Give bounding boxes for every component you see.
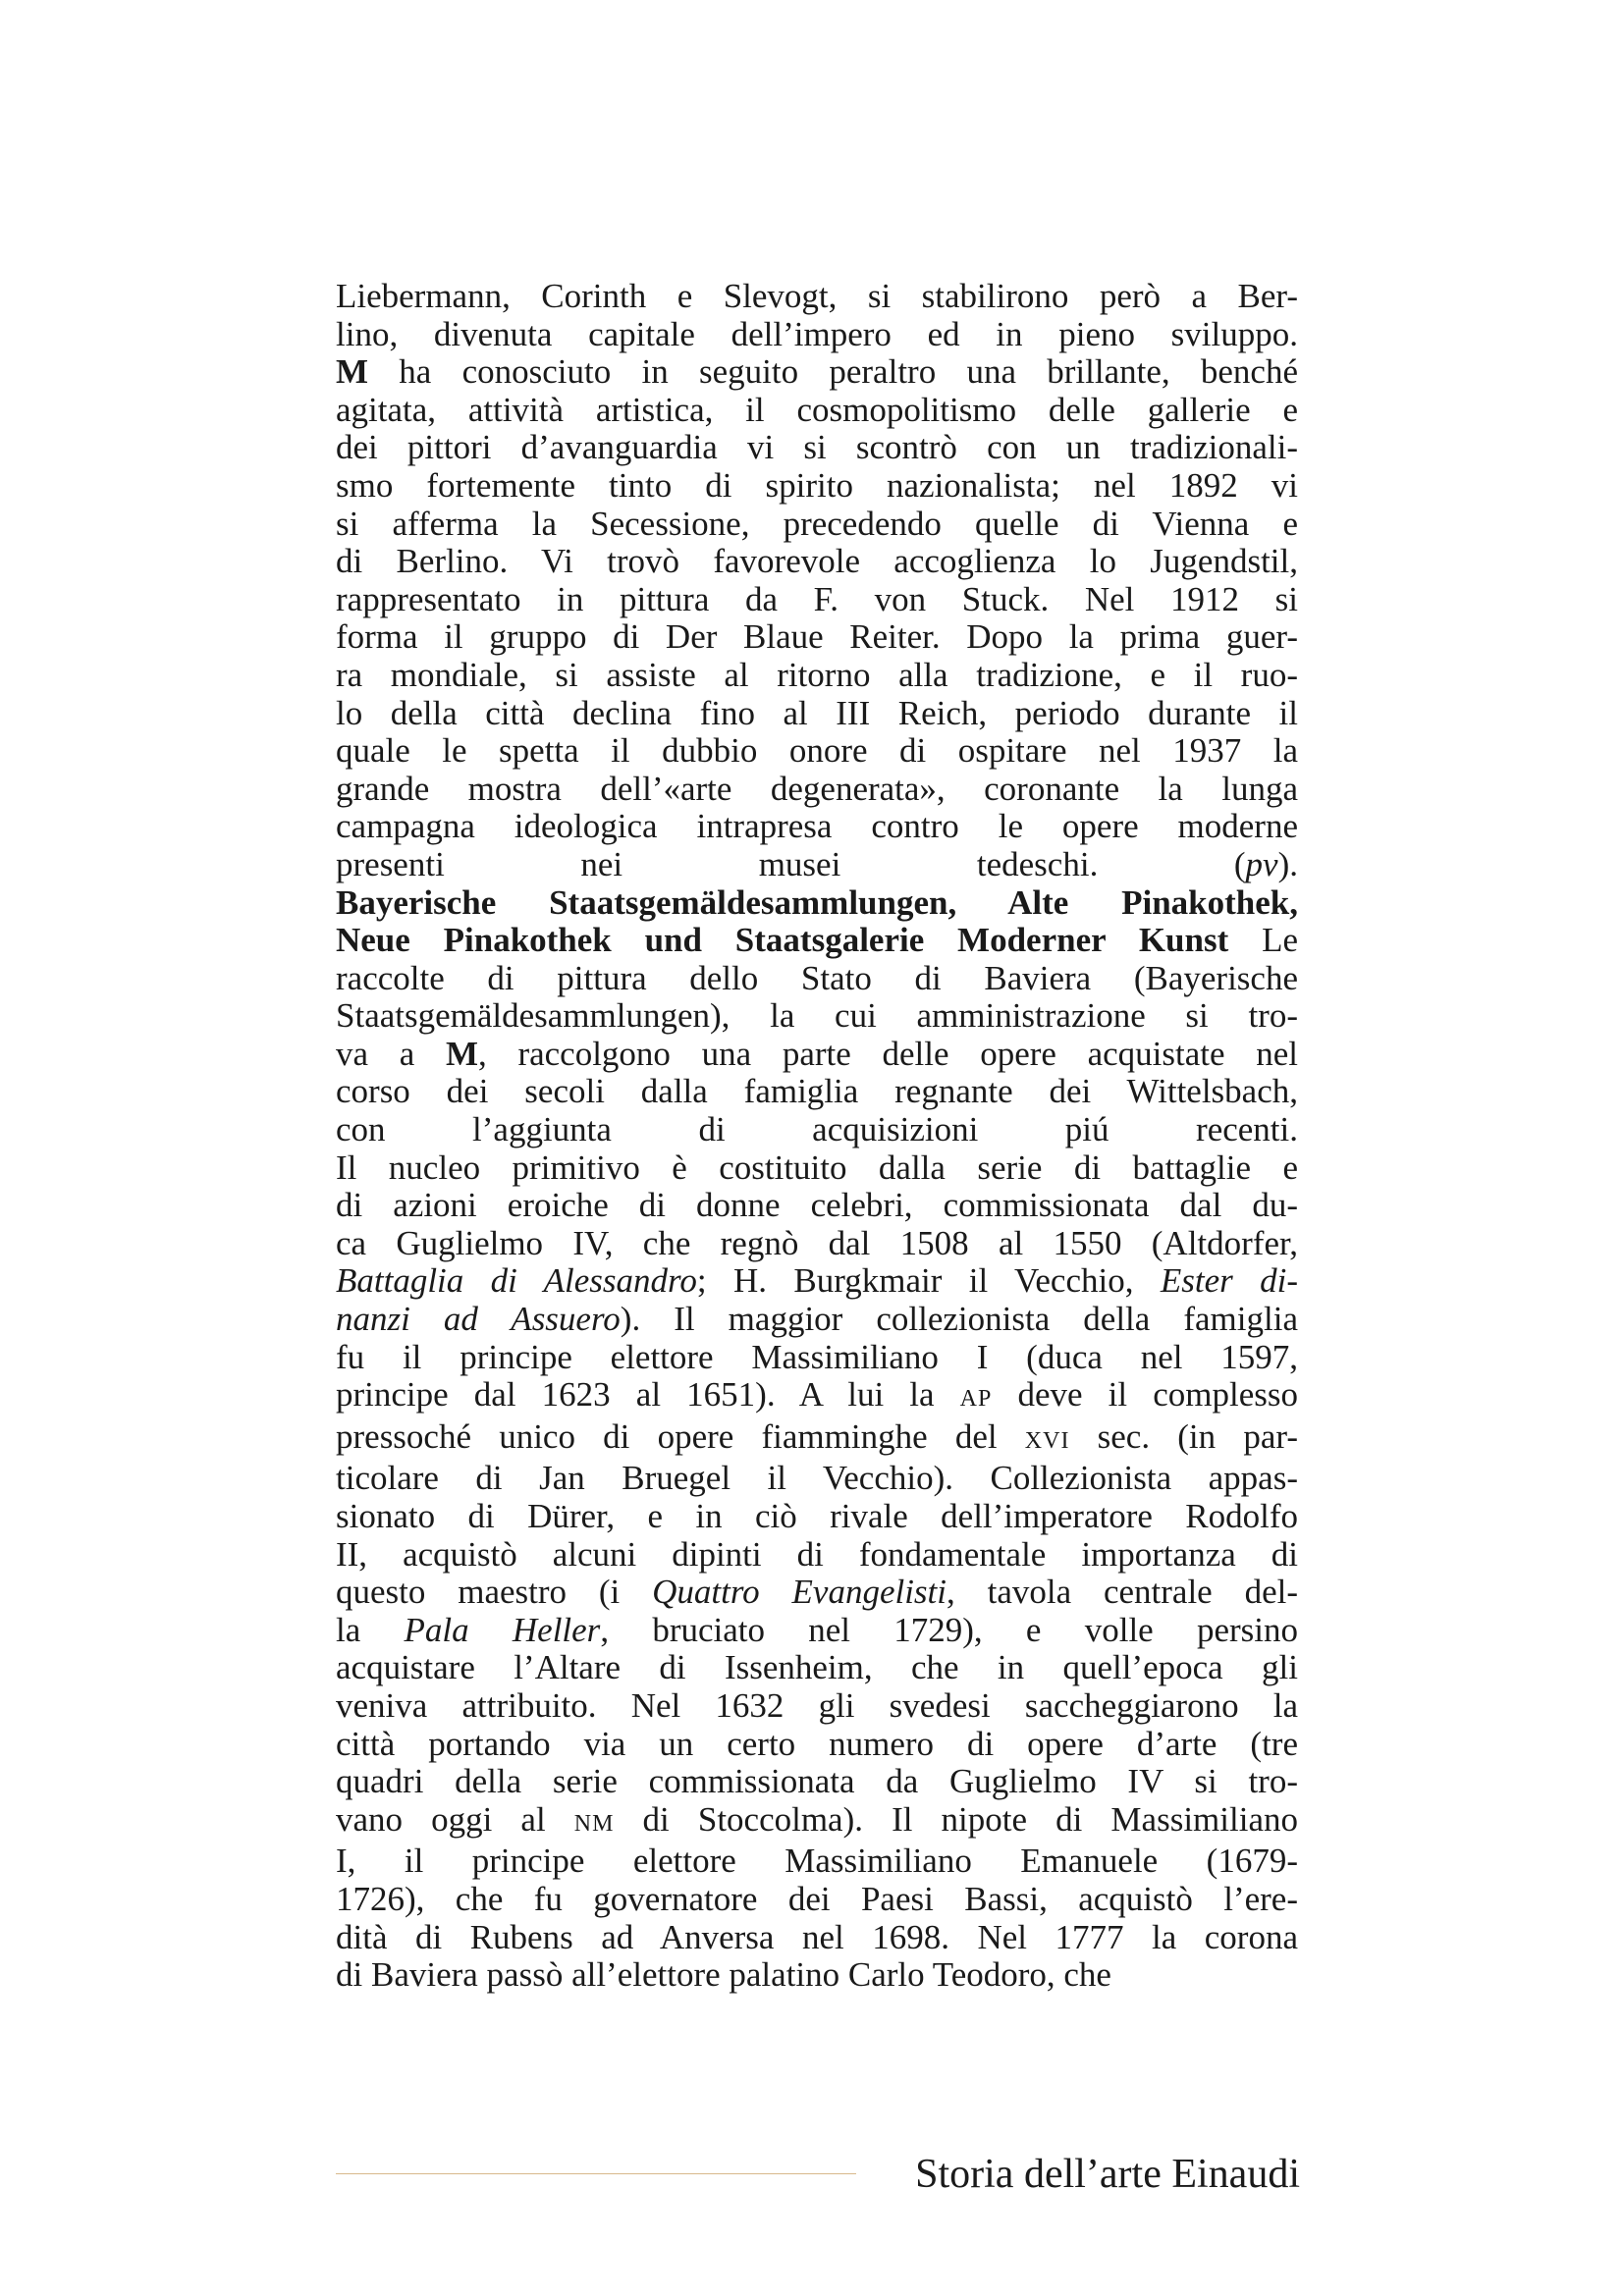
text-line (336, 278, 1298, 316)
text-line (336, 1149, 1298, 1188)
text-line (336, 695, 1298, 733)
text-segment: Bayerische Staatsgemäldesammlungen, Alte Pinakothek, (336, 882, 1298, 922)
text-segment: agitata, attività artistica, il cosmopolitismo delle gallerie e (336, 390, 1298, 429)
text-segment: Neue Pinakothek und Staatsgalerie Moderner Kunst (336, 921, 1229, 960)
text-segment: campagna ideologica intrapresa contro le opere moderne (336, 807, 1298, 846)
text-segment: Le (1228, 921, 1298, 960)
text-line (336, 922, 1298, 960)
text-line (336, 1881, 1298, 1919)
text-line (336, 960, 1298, 998)
text-line (336, 1225, 1298, 1263)
text-line (336, 1612, 1298, 1650)
text-line (336, 581, 1298, 619)
text-segment: , tavola centrale del- (947, 1573, 1298, 1612)
text-line (336, 1763, 1298, 1801)
text-segment: si afferma la Secessione, precedendo quelle di Vienna e (336, 504, 1298, 543)
text-line (336, 316, 1298, 354)
text-segment: principe dal 1623 al 1651). A lui la (336, 1375, 960, 1415)
text-segment: fu il principe elettore Massimiliano I (duca nel 1597, (336, 1337, 1298, 1376)
text-segment: ticolare di Jan Bruegel il Vecchio). Collezionista appas- (336, 1459, 1298, 1498)
text-segment: va a (336, 1034, 446, 1073)
text-segment: presenti nei musei tedeschi. ( (336, 844, 1246, 883)
text-line (336, 1649, 1298, 1687)
text-line (336, 1036, 1298, 1074)
text-segment: di Berlino. Vi trovò favorevole accoglienza lo Jugendstil, (336, 542, 1298, 581)
text-segment: M (445, 1034, 478, 1073)
text-segment: di azioni eroiche di donne celebri, commissionata dal du- (336, 1186, 1298, 1225)
text-segment: ; H. Burgkmair il Vecchio, (696, 1261, 1161, 1301)
text-segment: veniva attribuito. Nel 1632 gli svedesi saccheggiarono la (336, 1685, 1298, 1725)
footer-title: Storia dell’arte Einaudi (915, 2152, 1300, 2197)
text-segment: quale le spetta il dubbio onore di ospitare nel 1937 la (336, 731, 1298, 771)
text-segment: NM (573, 1810, 615, 1837)
text-segment: città portando via un certo numero di opere d’arte (tre (336, 1724, 1298, 1763)
text-line (336, 392, 1298, 430)
text-line (336, 1339, 1298, 1377)
text-segment: la (336, 1610, 405, 1649)
text-segment: ha conosciuto in seguito peraltro una brillante, benché (368, 352, 1298, 392)
text-line (336, 808, 1298, 846)
text-line (336, 1460, 1298, 1498)
body-text (336, 278, 1298, 1995)
text-segment: II, acquistò alcuni dipinti di fondamentale importanza di (336, 1534, 1298, 1574)
text-line (336, 618, 1298, 657)
text-segment: lo della città declina fino al III Reich, periodo durante il (336, 693, 1298, 732)
text-segment: Pala Heller (404, 1610, 601, 1649)
text-segment: nanzi ad Assuero (336, 1300, 621, 1339)
text-segment: , raccolgono una parte delle opere acquistate nel (478, 1034, 1298, 1073)
text-segment: questo maestro (i (336, 1573, 653, 1612)
text-segment: rappresentato in pittura da F. von Stuck. Nel 1912 si (336, 579, 1298, 618)
text-line (336, 846, 1298, 884)
text-segment: di Stoccolma). Il nipote di Massimiliano (614, 1799, 1298, 1839)
text-line (336, 884, 1298, 923)
text-line (336, 1842, 1298, 1881)
text-segment: grande mostra dell’«arte degenerata», coronante la lunga (336, 769, 1298, 808)
text-segment: sec. (in par- (1069, 1416, 1298, 1456)
text-line (336, 1687, 1298, 1726)
text-segment: XVI (1024, 1427, 1070, 1454)
text-line (336, 997, 1298, 1036)
text-line (336, 1418, 1298, 1461)
text-line (336, 1801, 1298, 1843)
text-segment: pv (1245, 844, 1278, 883)
text-line (336, 1073, 1298, 1111)
text-segment: Quattro Evangelisti (652, 1573, 947, 1612)
text-line (336, 467, 1298, 506)
text-segment: forma il gruppo di Der Blaue Reiter. Dopo la prima guer- (336, 617, 1298, 657)
text-segment: lino, divenuta capitale dell’impero ed in pieno sviluppo. (336, 314, 1298, 353)
text-segment: ra mondiale, si assiste al ritorno alla tradizione, e il ruo- (336, 655, 1298, 694)
text-line (336, 771, 1298, 809)
text-segment: , bruciato nel 1729), e volle persino (600, 1610, 1298, 1649)
text-segment: Ester di- (1160, 1261, 1299, 1301)
text-segment: Il nucleo primitivo è costituito dalla serie di battaglie e (336, 1148, 1298, 1187)
text-segment: quadri della serie commissionata da Guglielmo IV si tro- (336, 1762, 1298, 1801)
text-segment: sionato di Dürer, e in ciò rivale dell’imperatore Rodolfo (336, 1497, 1298, 1535)
text-segment: acquistare l’Altare di Issenheim, che in quell’epoca gli (336, 1648, 1298, 1687)
text-line (336, 1111, 1298, 1149)
text-segment: ca Guglielmo IV, che regnò dal 1508 al 1550 (Altdorfer, (336, 1223, 1298, 1262)
text-segment: di Baviera passò all’elettore palatino Carlo Teodoro, che (336, 1955, 1111, 1995)
text-segment: Staatsgemäldesammlungen), la cui amministrazione si tro- (336, 996, 1298, 1036)
text-segment: pressoché unico di opere fiamminghe del (336, 1416, 1025, 1456)
text-segment: Battaglia di Alessandro (336, 1261, 697, 1301)
text-line (336, 1919, 1298, 1957)
text-line (336, 1574, 1298, 1612)
text-segment: deve il complesso (992, 1375, 1298, 1415)
text-segment: ). (1277, 844, 1298, 883)
text-line (336, 429, 1298, 467)
text-line (336, 506, 1298, 544)
text-segment: AP (959, 1386, 993, 1413)
footer-rule (336, 2173, 856, 2174)
text-segment: vano oggi al (336, 1799, 574, 1839)
text-segment: corso dei secoli dalla famiglia regnante dei Wittelsbach, (336, 1072, 1298, 1111)
text-segment: con l’aggiunta di acquisizioni piú recenti. (336, 1110, 1298, 1149)
text-line (336, 543, 1298, 581)
text-line (336, 1376, 1298, 1418)
text-segment: M (336, 352, 369, 392)
text-line (336, 1956, 1298, 1995)
text-line (336, 353, 1298, 392)
text-line (336, 1726, 1298, 1764)
text-line (336, 1536, 1298, 1575)
text-segment: smo fortemente tinto di spirito nazionalista; nel 1892 vi (336, 465, 1298, 505)
text-line (336, 1301, 1298, 1339)
text-line (336, 1498, 1298, 1536)
text-segment: dei pittori d’avanguardia vi si scontrò con un tradizionali- (336, 428, 1298, 467)
text-line (336, 732, 1298, 771)
page-footer (336, 2150, 1300, 2199)
text-line (336, 1187, 1298, 1225)
text-segment: 1726), che fu governatore dei Paesi Bassi, acquistò l’ere- (336, 1879, 1298, 1918)
text-segment: raccolte di pittura dello Stato di Baviera (Bayerische (336, 958, 1298, 997)
text-line (336, 657, 1298, 695)
text-line (336, 1262, 1298, 1301)
text-segment: dità di Rubens ad Anversa nel 1698. Nel 1777 la corona (336, 1917, 1298, 1956)
text-segment: Liebermann, Corinth e Slevogt, si stabilirono però a Ber- (336, 277, 1298, 315)
text-segment: I, il principe elettore Massimiliano Emanuele (1679- (336, 1842, 1298, 1881)
text-segment: ). Il maggior collezionista della famiglia (620, 1300, 1298, 1339)
